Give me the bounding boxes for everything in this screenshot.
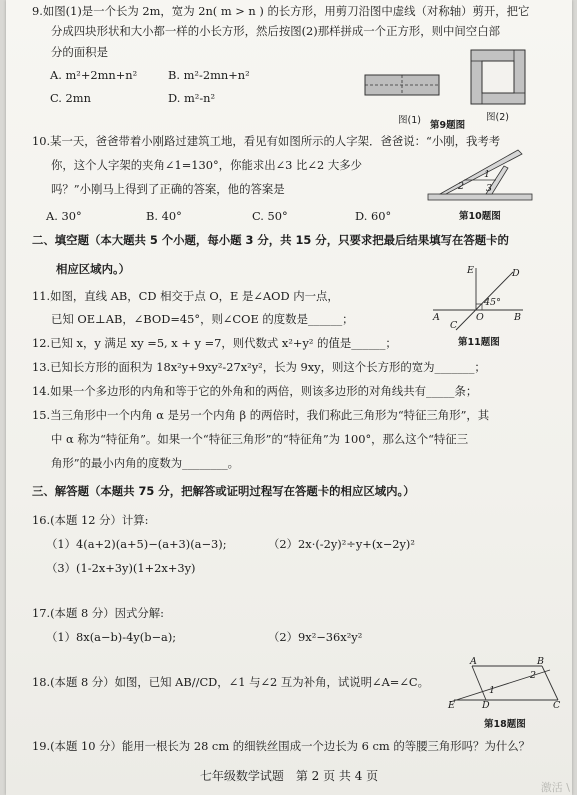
q18-label-d: D <box>482 700 490 711</box>
q10-angle-3-label: 3 <box>486 183 493 194</box>
q11-label-a: A <box>433 312 440 323</box>
q9-line-2: 分成四块形状和大小都一样的小长方形，然后按图(2)那样拼成一个正方形，则中间空白部 <box>51 24 500 38</box>
q10-option-d: D. 60° <box>355 209 392 223</box>
exam-page <box>6 0 572 795</box>
q9-line-3: 分的面积是 <box>51 45 108 59</box>
q11-figure-title: 第11题图 <box>458 337 500 348</box>
q9-figure-2-caption: 图(2) <box>486 112 509 123</box>
q15-line-1: 15.当三角形中一个内角 α 是另一个内角 β 的两倍时，我们称此三角形为“特征三角形”，其 <box>32 408 490 422</box>
q10-option-c: C. 50° <box>252 209 288 223</box>
watermark-text: 激活 \ <box>540 781 570 794</box>
q10-angle-1-label: 1 <box>484 169 491 180</box>
q17-title: 17.(本题 8 分）因式分解: <box>32 606 165 620</box>
q13-text: 13.已知长方形的面积为 18x²y+9xy²-27x²y²，长为 9xy，则这个长方形的宽为_______； <box>32 360 486 374</box>
q18-figure-title: 第18题图 <box>484 719 526 730</box>
q9-line-1: 9.如图(1)是一个长为 2m，宽为 2n( m > n ) 的长方形，用剪刀沿图中虚线（对称轴）剪开，把它 <box>32 4 530 18</box>
q12-text: 12.已知 x，y 满足 xy =5, x + y =7，则代数式 x²+y² 的值是______； <box>32 336 397 350</box>
q11-label-c: C <box>450 320 458 331</box>
q16-part-2: （2）2x·(-2y)²÷y+(x−2y)² <box>268 537 415 551</box>
q11-label-e: E <box>467 265 474 276</box>
q9-option-c: C. 2mn <box>50 91 91 105</box>
q10-angle-2-label: 2 <box>458 181 465 192</box>
q9-figure-1 <box>364 72 444 102</box>
q11-line-1: 11.如图，直线 AB，CD 相交于点 O，E 是∠AOD 内一点， <box>32 289 339 303</box>
q15-line-3: 角形”的最小内角的度数为________。 <box>51 456 240 470</box>
q18-label-b: B <box>537 656 544 667</box>
q16-title: 16.(本题 12 分）计算: <box>32 513 149 527</box>
q10-line-1: 10.某一天，爸爸带着小刚路过建筑工地，看见有如图所示的人字架．爸爸说：“小刚，我考考 <box>32 134 501 148</box>
q18-label-2: 2 <box>530 670 537 681</box>
q11-label-angle: 45° <box>484 297 501 308</box>
q11-line-2: 已知 OE⊥AB，∠BOD=45°，则∠COE 的度数是______； <box>51 312 354 326</box>
q10-figure <box>426 144 536 206</box>
q9-figure-1-caption: 图(1) <box>398 115 421 126</box>
q11-label-o: O <box>476 312 484 323</box>
section-3-heading: 三、解答题（本题共 75 分，把解答或证明过程写在答题卡的相应区域内。） <box>32 484 415 498</box>
q11-label-d: D <box>512 268 520 279</box>
q10-line-2: 你，这个人字架的夹角∠1=130°，你能求出∠3 比∠2 大多少 <box>51 158 363 172</box>
q16-part-1: （1）4(a+2)(a+5)−(a+3)(a−3); <box>46 537 227 551</box>
q15-line-2: 中 α 称为“特征角”。如果一个“特征三角形”的“特征角”为 100°，那么这个“特征三 <box>51 432 469 446</box>
q18-text: 18.(本题 8 分）如图，已知 AB//CD，∠1 与∠2 互为补角，试说明∠A=∠C。 <box>32 675 429 689</box>
q9-figure-2 <box>469 48 531 108</box>
q9-figure-title: 第9题图 <box>430 120 466 131</box>
q19-text: 19.(本题 10 分）能用一根长为 28 cm 的细铁丝围成一个边长为 6 cm 的等腰三角形吗？为什么？ <box>32 739 531 753</box>
q10-line-3: 吗？”小刚马上得到了正确的答案，他的答案是 <box>51 182 285 196</box>
q18-label-e: E <box>448 700 455 711</box>
q18-label-c: C <box>553 700 561 711</box>
q14-text: 14.如果一个多边形的内角和等于它的外角和的两倍，则该多边形的对角线共有_____条； <box>32 384 478 398</box>
q17-part-2: （2）9x²−36x²y² <box>268 630 363 644</box>
q18-figure <box>446 654 564 718</box>
q9-option-a: A. m²+2mn+n² <box>50 68 138 82</box>
q16-part-3: （3）(1-2x+3y)(1+2x+3y) <box>46 561 196 575</box>
q9-option-d: D. m²-n² <box>168 91 216 105</box>
q10-figure-title: 第10题图 <box>459 211 501 222</box>
q10-option-b: B. 40° <box>146 209 182 223</box>
section-2-heading-cont: 相应区域内。） <box>56 262 131 276</box>
q10-option-a: A. 30° <box>46 209 82 223</box>
page-footer: 七年级数学试题 第 2 页 共 4 页 <box>199 769 379 783</box>
section-2-heading: 二、填空题（本大题共 5 个小题，每小题 3 分，共 15 分，只要求把最后结果填写在答题卡的 <box>32 233 509 247</box>
q9-option-b: B. m²-2mn+n² <box>168 68 250 82</box>
q17-part-1: （1）8x(a−b)-4y(b−a); <box>46 630 177 644</box>
q18-label-a: A <box>470 656 477 667</box>
q11-label-b: B <box>514 312 521 323</box>
q18-label-1: 1 <box>489 685 496 696</box>
